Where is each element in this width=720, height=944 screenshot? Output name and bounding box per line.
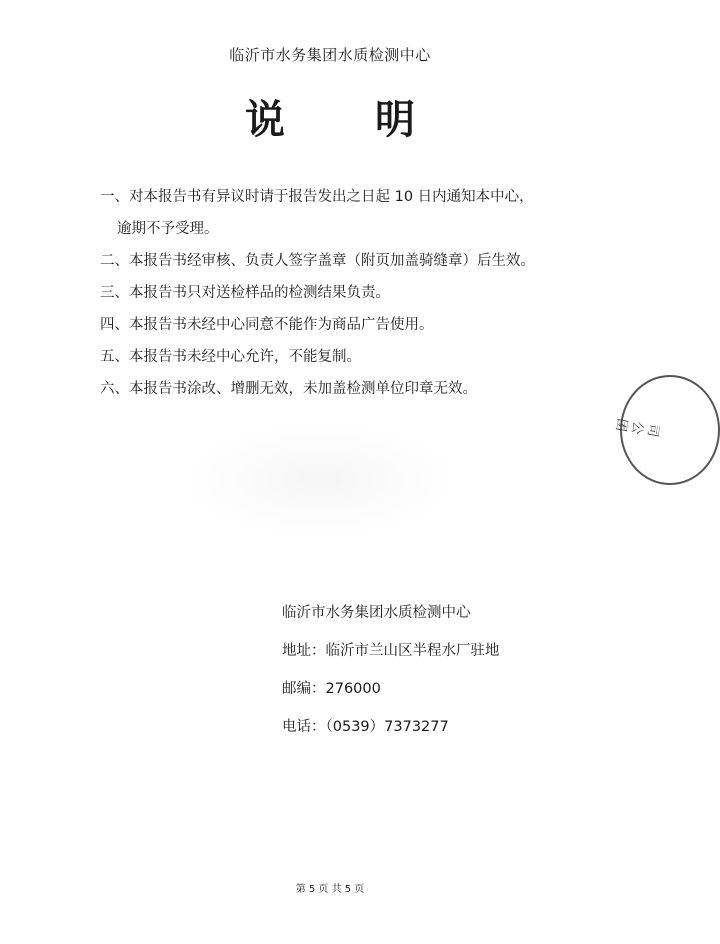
notice-item-5: 五、本报告书未经中心允许，不能复制。 [100,349,361,365]
notice-item-1-continuation: 逾期不予受理。 [117,221,219,237]
contact-postcode: 邮编：276000 [282,681,381,697]
seal-stamp [612,375,662,485]
contact-phone: 电话：（0539）7373277 [282,719,449,735]
seal-text: 司公团 [612,417,662,439]
contact-block [282,594,612,746]
page-footer: 第 5 页 共 5 页 [295,884,365,895]
notice-item-3: 三、本报告书只对送检样品的检测结果负责。 [100,285,390,301]
scan-smudge [180,420,460,540]
notice-item-6: 六、本报告书涂改、增删无效，未加盖检测单位印章无效。 [100,381,477,397]
contact-org: 临沂市水务集团水质检测中心 [282,605,471,621]
notice-item-4: 四、本报告书未经中心同意不能作为商品广告使用。 [100,317,434,333]
notice-item-1: 一、对本报告书有异议时请于报告发出之日起 10 日内通知本中心， [100,189,534,205]
contact-address: 地址：临沂市兰山区半程水厂驻地 [282,643,500,659]
page-title: 说明 [245,97,505,143]
header-org-name: 临沂市水务集团水质检测中心 [229,46,431,64]
notice-list [100,181,620,405]
notice-item-2: 二、本报告书经审核、负责人签字盖章（附页加盖骑缝章）后生效。 [100,253,535,269]
